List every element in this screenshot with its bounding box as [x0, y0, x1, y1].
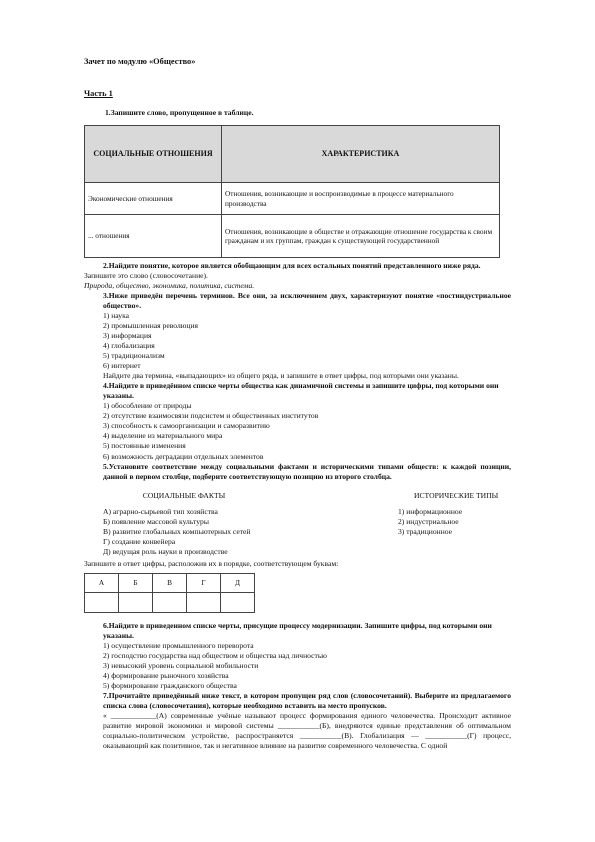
table-header-characteristic: ХАРАКТЕРИСТИКА	[222, 126, 500, 183]
table-cell: ... отношения	[85, 215, 222, 258]
list-item: 5) традиционализм	[103, 351, 165, 361]
question-3-list	[84, 311, 511, 371]
question-1-table	[84, 125, 500, 258]
social-facts-column	[84, 491, 384, 557]
question-2-sub: Запишите это слово (словосочетание).	[84, 271, 208, 281]
list-item: 2) отсутствие взаимосвязи подсистем и общественных институтов	[103, 411, 319, 421]
answer-letter: В	[153, 573, 187, 592]
list-item: 3) традиционное	[398, 526, 453, 536]
question-7-text: « ____________(А) современные учёные называют процесс формирования единого человечества. Происходит активное развитие мировой экономики и мировой системы ___________(Б), внедряются единые представления об оптимальном социально-политическом устройстве, распространяется ___________(В). Глобализация — ___________(Г) процесс, оказывающий как позитивное, так и негативное влияние на развитие современного человечества. С одной	[103, 710, 511, 750]
list-item: 1) обособление от природы	[103, 401, 192, 411]
list-item: 5) постоянные изменения	[103, 441, 186, 451]
answer-cell[interactable]	[119, 592, 153, 612]
answer-cell[interactable]	[221, 592, 255, 612]
list-item: 1) информационное	[398, 506, 463, 516]
question-4-list	[84, 401, 511, 461]
question-5-head: 5.Установите соответствие между социальными фактами и историческими типами обществ: к каждой позиции, данной в первом столбце, подберите соответствующую позицию из второго столбца.	[103, 461, 511, 481]
question-5-matching	[84, 491, 511, 557]
answer-letter: Г	[187, 573, 221, 592]
table-row	[85, 183, 500, 215]
answer-note: Запишите в ответ цифры, расположив их в порядке, соответствующем буквам:	[84, 558, 339, 568]
table-cell: Экономические отношения	[85, 183, 222, 215]
table-header-social-relations: СОЦИАЛЬНЫЕ ОТНОШЕНИЯ	[85, 126, 222, 183]
answer-cell[interactable]	[153, 592, 187, 612]
list-item: 3) информация	[103, 331, 152, 341]
answer-cell[interactable]	[187, 592, 221, 612]
list-item: 2) господство государства над обществом и общества над личностью	[103, 650, 327, 660]
historical-types-column	[384, 491, 511, 557]
answer-table	[84, 573, 255, 613]
answer-letter: Д	[221, 573, 255, 592]
historical-types-title: ИСТОРИЧЕСКИЕ ТИПЫ	[414, 490, 499, 500]
question-3-head: 3.Ниже приведён перечень терминов. Все они, за исключением двух, характеризуют понятие «постиндустриальное общество».	[103, 291, 511, 311]
question-6-list	[84, 641, 511, 691]
list-item: А) аграрно-сырьевой тип хозяйства	[103, 506, 218, 516]
list-item: 4) глобализация	[103, 341, 155, 351]
list-item: Д) ведущая роль науки в производстве	[103, 546, 228, 556]
list-item: Г) создание конвейера	[103, 536, 176, 546]
list-item: 4) выделение из материального мира	[103, 431, 223, 441]
answer-letter: Б	[119, 573, 153, 592]
list-item: 6) возможность деградации отдельных элементов	[103, 451, 264, 461]
list-item: Б) появление массовой культуры	[103, 516, 209, 526]
question-2-head: 2.Найдите понятие, которое является обобщающим для всех остальных понятий представленного ниже ряда.	[103, 261, 481, 271]
list-item: 4) формирование рыночного хозяйства	[103, 670, 229, 680]
document-title: Зачет по модулю «Общество»	[84, 57, 196, 66]
social-facts-title: СОЦИАЛЬНЫЕ ФАКТЫ	[142, 490, 226, 500]
list-item: 1) наука	[103, 311, 130, 321]
answer-letter: А	[85, 573, 119, 592]
question-6-head: 6.Найдите в приведенном списке черты, присущие процессу модернизации. Запишите цифры, под которыми они указаны.	[103, 620, 492, 640]
list-item: 2) индустриальное	[398, 516, 459, 526]
question-4-head: 4.Найдите в приведённом списке черты общества как динамичной системы и запишите цифры, под которыми они указаны.	[103, 381, 499, 401]
table-row	[85, 215, 500, 258]
part-heading: Часть 1	[84, 89, 113, 99]
list-item: 3) невысокий уровень социальной мобильности	[103, 660, 259, 670]
table-cell: Отношения, возникающие и воспроизводимые в процессе материального производства	[222, 183, 500, 215]
question-7-head: 7.Прочитайте приведённый ниже текст, в котором пропущен ряд слов (словосочетаний). Выберите из предлагаемого списка слова (словосочетания), которые необходимо вставить на место пропусков.	[103, 690, 511, 710]
question-1-text: 1.Запишите слово, пропущенное в таблице.	[105, 108, 254, 118]
list-item: 2) промышленная революция	[103, 321, 199, 331]
list-item: 1) осуществление промышленного переворота	[103, 640, 254, 650]
list-item: 3) способность к самоорганизации и саморазвитию	[103, 421, 270, 431]
answer-cell[interactable]	[85, 592, 119, 612]
question-3-footer: Найдите два термина, «выпадающих» из общего ряда, и запишите в ответ цифры, под которыми они указаны.	[103, 371, 459, 381]
list-item: 6) интернет	[103, 361, 141, 371]
list-item: 5) формирование гражданского общества	[103, 680, 237, 690]
question-2-terms: Природа, общество, экономика, политика, система.	[84, 281, 255, 291]
table-cell: Отношения, возникающие в обществе и отражающие отношение государства к своим гражданам и их группам, граждан к существующей государственной	[222, 215, 500, 258]
list-item: В) развитие глобальных компьютерных сетей	[103, 526, 251, 536]
